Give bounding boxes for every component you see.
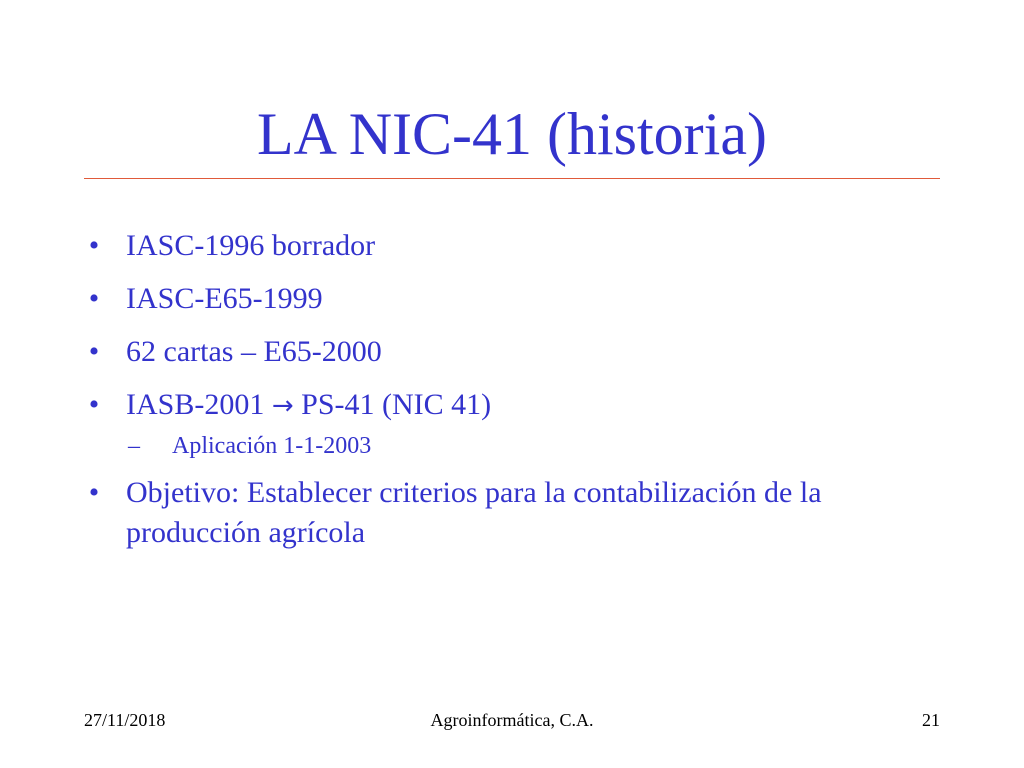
bullet-item [84,226,944,266]
bullet-text-end: PS-41 (NIC 41) [293,388,492,421]
bullet-icon: • [88,335,100,368]
bullet-text: 62 cartas – E65-2000 [126,335,382,368]
bullet-item [84,279,944,319]
bullet-icon: • [88,282,100,315]
slide-title: LA NIC-41 (historia) [257,101,767,167]
bullet-text-start: IASB-2001 [126,388,272,421]
bullet-text: IASC-E65-1999 [126,282,323,315]
footer-page-number: 21 [922,710,940,730]
bullet-icon: • [88,388,100,421]
bullet-text: IASC-1996 borrador [126,229,376,262]
bullet-item [84,332,944,372]
sub-bullet-item [84,431,944,461]
bullet-icon: • [88,229,100,262]
dash-icon: – [128,433,140,459]
bullet-item [84,473,944,553]
right-arrow-icon: → [271,391,294,421]
sub-bullet-text: Aplicación 1-1-2003 [172,433,372,459]
bullet-list [84,226,944,566]
bullet-text: Objetivo: Establecer criterios para la contabilización de la producción agrícola [126,476,822,549]
bullet-item [84,385,944,426]
title-divider [84,178,940,179]
bullet-icon: • [88,476,100,509]
footer-company: Agroinformática, C.A. [430,710,594,730]
footer-date: 27/11/2018 [84,710,166,730]
